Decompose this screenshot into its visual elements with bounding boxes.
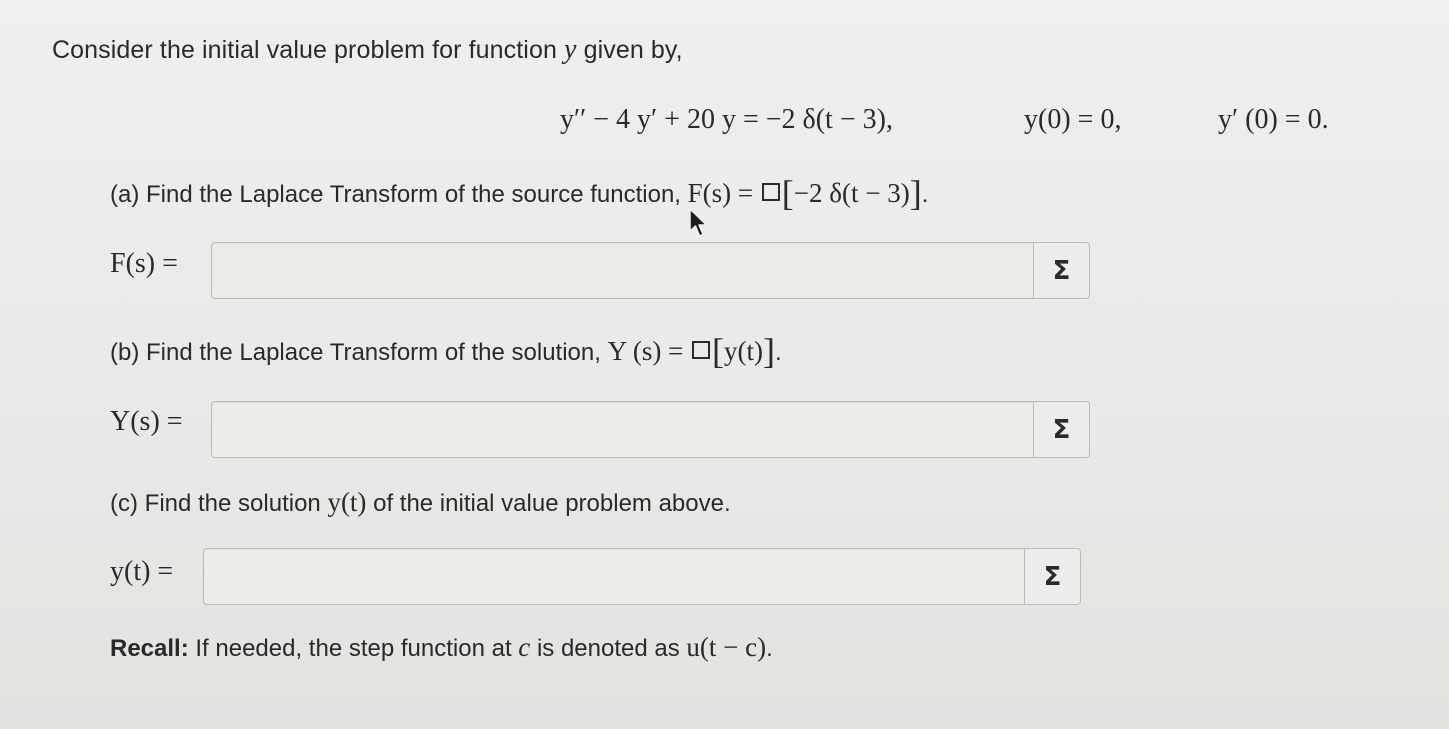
part-b-prefix: (b) Find the Laplace Transform of the solution, xyxy=(110,339,601,366)
part-a-answer-field xyxy=(211,242,1090,299)
sigma-icon: Σ xyxy=(1043,561,1062,592)
differential-equation: y′′ − 4 y′ + 20 y = −2 δ(t − 3), xyxy=(560,104,893,135)
recall-text: If needed, the step function at xyxy=(195,635,512,662)
sigma-icon: Σ xyxy=(1052,255,1071,286)
part-a-sigma-button[interactable] xyxy=(1033,243,1089,298)
part-b-answer-input[interactable] xyxy=(212,402,1033,457)
part-c-answer-field xyxy=(203,548,1081,605)
part-b-answer-field xyxy=(211,401,1090,458)
recall-var: c xyxy=(518,632,531,662)
part-c-answer-input[interactable] xyxy=(204,549,1024,604)
part-c-prefix: (c) Find the solution xyxy=(110,490,321,517)
part-c-var: y(t) xyxy=(327,487,367,517)
laplace-box-icon xyxy=(692,341,710,359)
recall-bold-label: Recall: xyxy=(110,635,189,662)
problem-intro xyxy=(52,34,683,66)
part-c-question xyxy=(110,487,731,518)
left-bracket: [ xyxy=(711,331,724,371)
left-bracket: [ xyxy=(781,173,794,213)
part-a-inner: −2 δ(t − 3) xyxy=(793,178,910,208)
part-a-answer-label: F(s) = xyxy=(110,248,178,279)
intro-suffix: given by, xyxy=(583,36,683,64)
part-c-sigma-button[interactable] xyxy=(1024,549,1080,604)
recall-end: . xyxy=(766,635,773,662)
laplace-box-icon xyxy=(762,183,780,201)
sigma-icon: Σ xyxy=(1052,414,1071,445)
part-b-question xyxy=(110,330,782,372)
intro-function-variable: y xyxy=(564,34,577,65)
mouse-pointer-icon xyxy=(688,207,710,241)
part-b-end: . xyxy=(774,339,782,366)
part-b-inner: y(t) xyxy=(723,336,763,366)
recall-expr: u(t − c) xyxy=(686,632,767,662)
recall-note xyxy=(110,632,773,663)
part-a-answer-input[interactable] xyxy=(212,243,1033,298)
initial-condition-y: y(0) = 0, xyxy=(1024,104,1122,135)
initial-condition-yprime: y′ (0) = 0. xyxy=(1218,104,1329,135)
part-a-question xyxy=(110,172,928,214)
right-bracket: ] xyxy=(909,173,922,213)
part-a-lhs: F(s) = xyxy=(687,178,754,208)
part-b-lhs: Y (s) = xyxy=(607,336,684,366)
part-b-answer-label: Y(s) = xyxy=(110,406,183,437)
part-c-suffix: of the initial value problem above. xyxy=(373,490,731,517)
part-a-end: . xyxy=(921,181,929,208)
right-bracket: ] xyxy=(762,331,775,371)
intro-text: Consider the initial value problem for function xyxy=(52,36,557,64)
part-a-prefix: (a) Find the Laplace Transform of the source function, xyxy=(110,181,681,208)
recall-text2: is denoted as xyxy=(536,635,680,662)
part-b-sigma-button[interactable] xyxy=(1033,402,1089,457)
part-c-answer-label: y(t) = xyxy=(110,556,174,587)
